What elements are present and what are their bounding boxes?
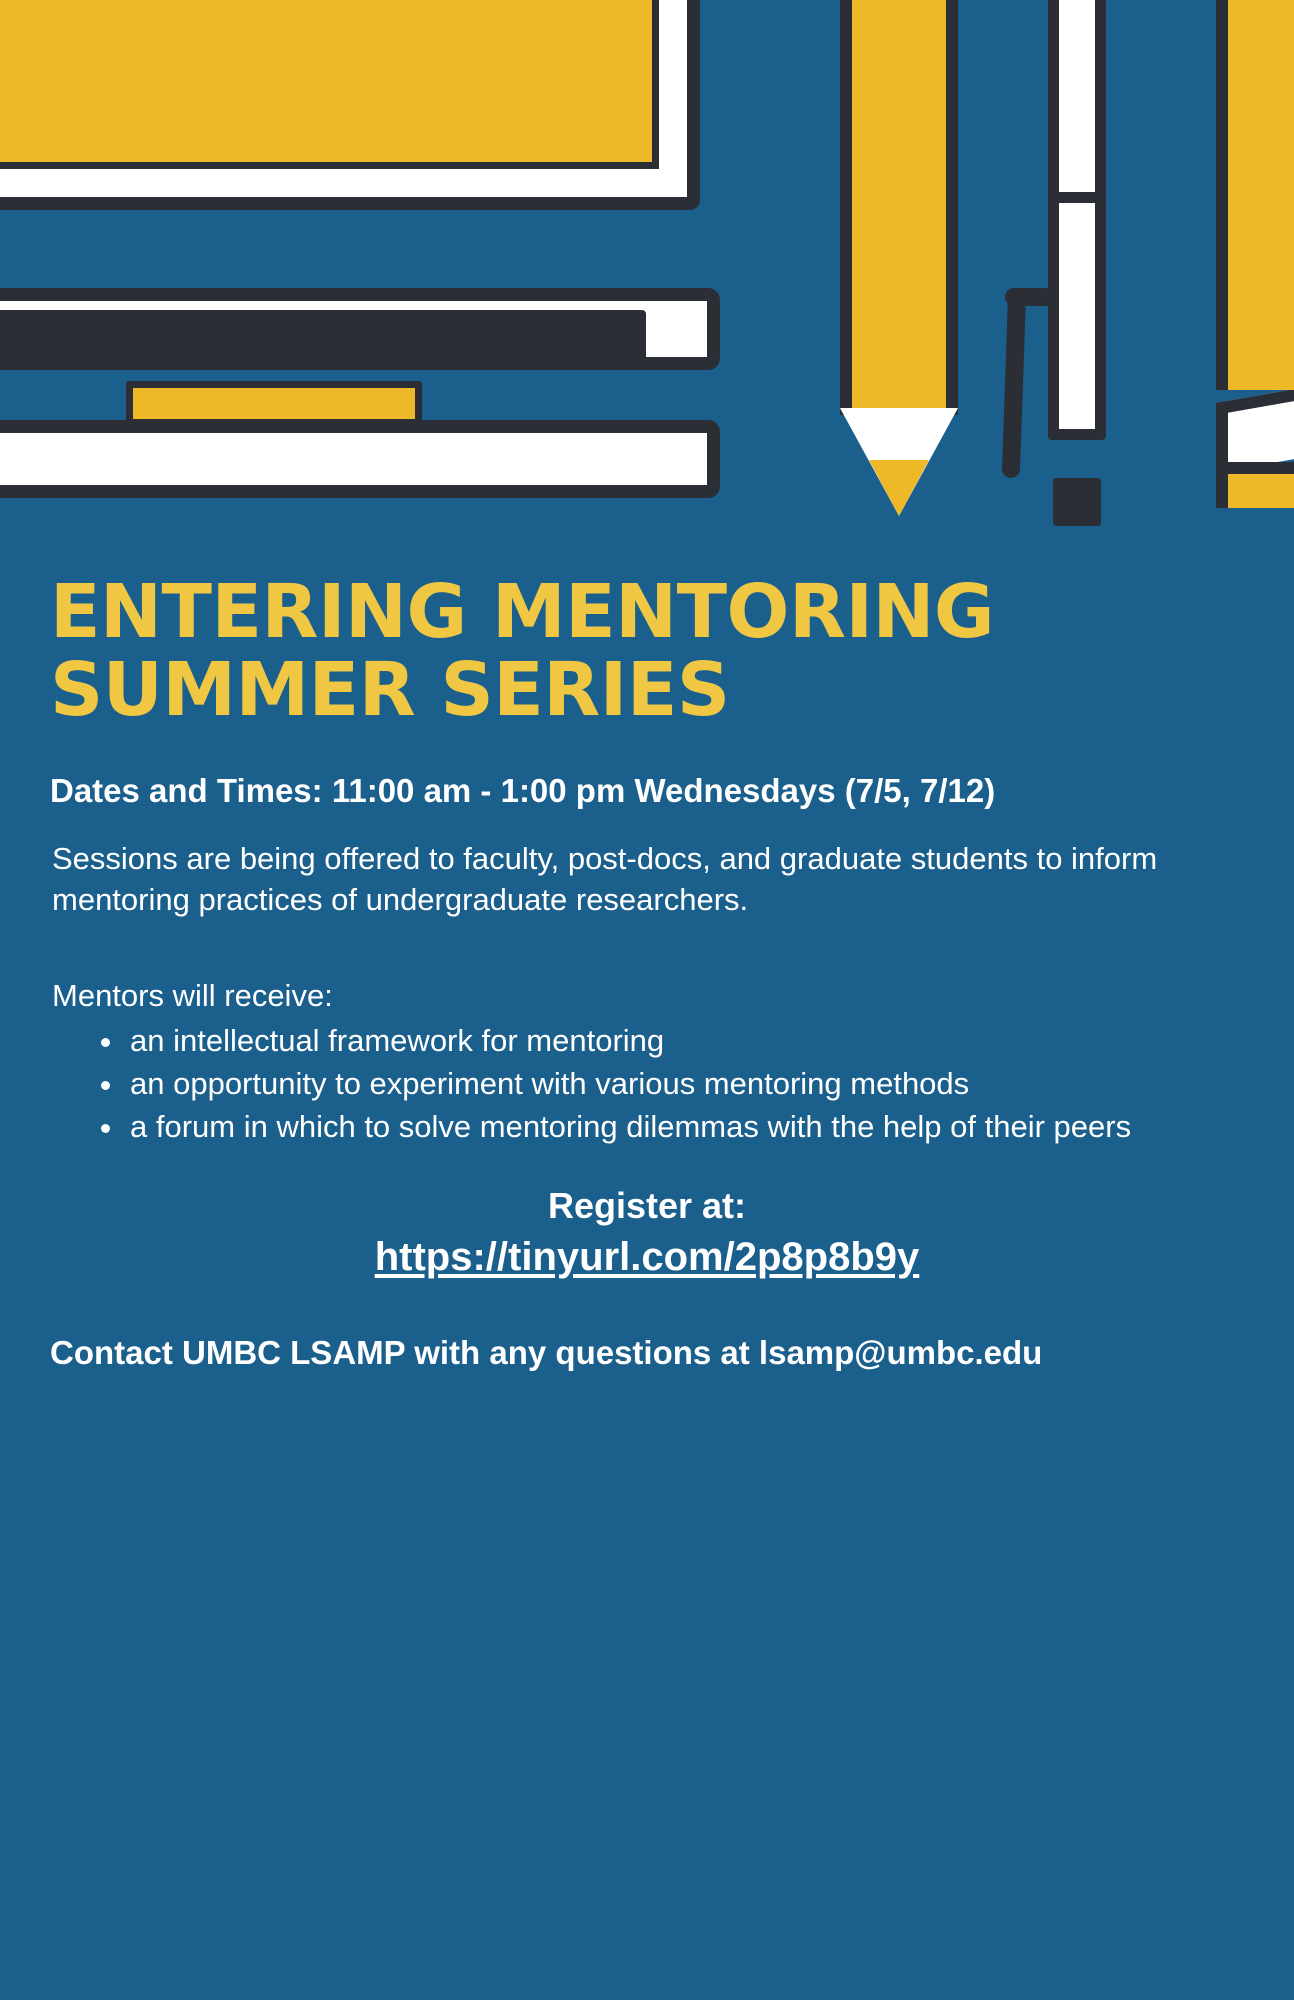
dates-and-times: Dates and Times: 11:00 am - 1:00 pm Wednesdays (7/5, 7/12) xyxy=(50,771,996,809)
pencil-icon xyxy=(840,0,958,415)
pencil-icon-lead xyxy=(869,460,929,516)
page-title: ENTERING MENTORING SUMMER SERIES xyxy=(50,569,995,734)
benefits-list xyxy=(48,1020,1246,1148)
contact-info: Contact UMBC LSAMP with any questions at lsamp@umbc.edu xyxy=(50,1334,1043,1372)
pen-icon-clip xyxy=(1002,288,1027,479)
intro-paragraph: Sessions are being offered to faculty, post-docs, and graduate students to inform mentoring practices of undergraduate researchers. xyxy=(52,841,1158,918)
list-item: • a forum in which to solve mentoring dilemmas with the help of their peers xyxy=(126,1106,1246,1147)
register-label: Register at: xyxy=(547,1185,747,1227)
pencil-icon-secondary-tip-white xyxy=(1216,390,1294,473)
pencil-icon-secondary-tip xyxy=(1200,390,1294,530)
laptop-keyboard-bar xyxy=(0,310,646,362)
register-block xyxy=(48,1185,1246,1280)
pen-icon-tip xyxy=(1053,478,1101,526)
register-link[interactable]: https://tinyurl.com/2p8p8b9y xyxy=(374,1235,920,1280)
pencil-icon-secondary-tip-yellow xyxy=(1216,462,1294,508)
laptop-screen-inner xyxy=(0,0,659,169)
laptop-icon xyxy=(0,0,700,210)
pen-icon xyxy=(1048,0,1106,440)
list-item: • an intellectual framework for mentoring xyxy=(126,1020,1246,1061)
list-item: • an opportunity to experiment with various mentoring methods xyxy=(126,1063,1246,1104)
benefits-lead: Mentors will receive: xyxy=(52,977,333,1013)
pencil-icon-secondary xyxy=(1216,0,1294,390)
poster-content xyxy=(0,569,1294,1375)
pen-icon-band xyxy=(1048,192,1106,203)
laptop-base-lower xyxy=(0,420,720,498)
header-illustration xyxy=(0,0,1294,535)
